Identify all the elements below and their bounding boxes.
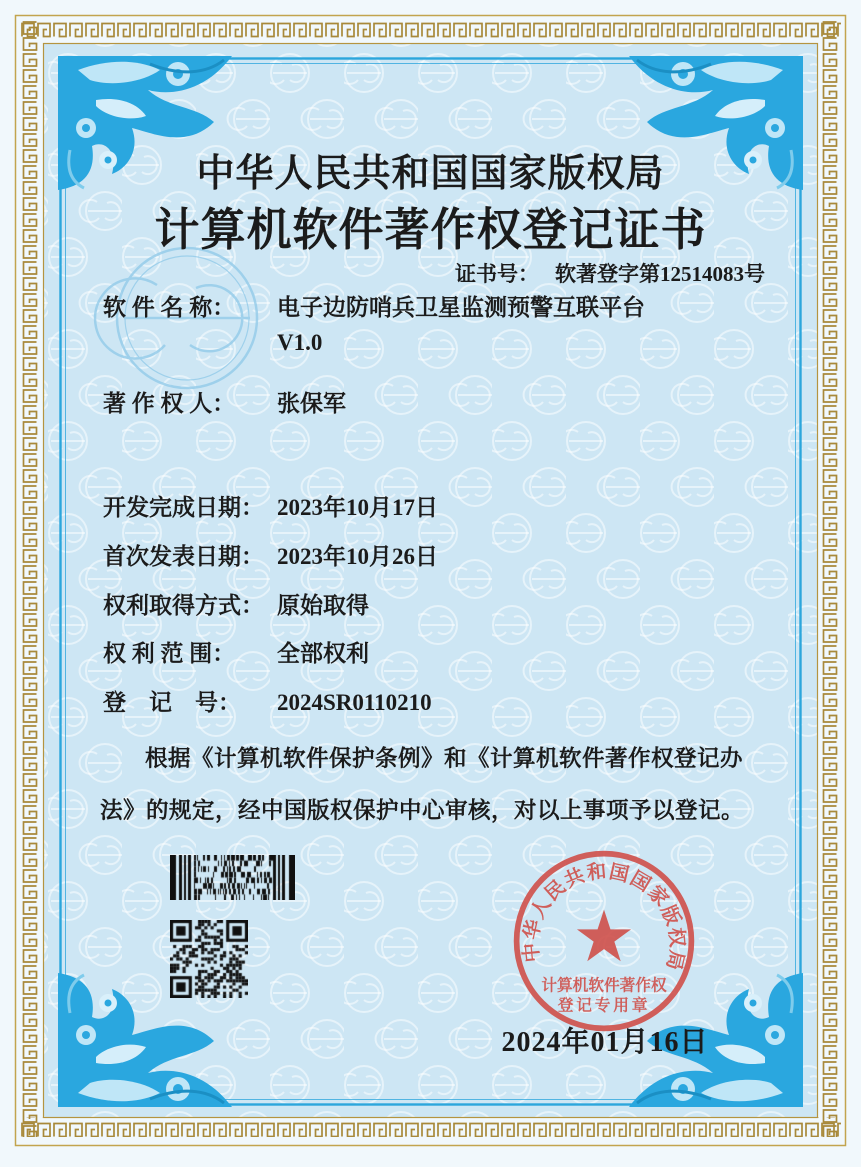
seal-caption-line1: 计算机软件著作权 [541, 977, 667, 995]
issuer-title: 中华人民共和国国家版权局 [196, 153, 665, 195]
field-value: 张保军 [277, 391, 346, 416]
field-row-rights-scope [103, 636, 369, 671]
certificate-number-value: 软著登字第12514083号 [555, 262, 765, 286]
field-value: 2024SR0110210 [277, 690, 432, 715]
field-value: 全部权利 [277, 641, 369, 666]
qr-code-icon [170, 920, 248, 998]
field-row-acquisition-method [103, 588, 369, 623]
issue-date: 2024年01月16日 [501, 1027, 709, 1058]
field-label: 权利取得方式： [103, 593, 264, 618]
certificate-title: 计算机软件著作权登记证书 [154, 205, 707, 255]
field-value [277, 290, 645, 360]
field-label: 软 件 名 称： [103, 295, 236, 320]
star-icon [577, 910, 631, 962]
field-label: 著 作 权 人： [103, 391, 236, 416]
registration-statement: 根据《计算机软件保护条例》和《计算机软件著作权登记办法》的规定，经中国版权保护中心审核，对以上事项予以登记。 [100, 746, 745, 823]
field-value: 原始取得 [277, 593, 369, 618]
barcode-icon [170, 855, 295, 900]
field-row-first-publication-date [103, 539, 438, 574]
field-label: 首次发表日期： [103, 544, 264, 569]
field-value: 2023年10月17日 [277, 495, 438, 520]
field-label: 权 利 范 围： [103, 641, 236, 666]
software-name: 电子边防哨兵卫星监测预警互联平台 [277, 295, 645, 320]
field-row-registration-number [103, 685, 432, 720]
field-value: 2023年10月26日 [277, 544, 438, 569]
software-version: V1.0 [277, 330, 323, 355]
field-label: 开发完成日期： [103, 495, 264, 520]
seal-ring-text: 中华人民共和国国家版权局 [520, 861, 688, 974]
field-row-copyright-owner [103, 386, 346, 421]
field-row-software-name [103, 290, 645, 360]
seal-caption-line2: 登记专用章 [557, 997, 651, 1015]
field-label: 登 记 号： [103, 690, 241, 715]
certificate-number-label: 证书号： [455, 262, 539, 286]
official-seal [509, 846, 699, 1036]
certificate-number [455, 258, 765, 288]
field-row-completion-date [103, 490, 438, 525]
